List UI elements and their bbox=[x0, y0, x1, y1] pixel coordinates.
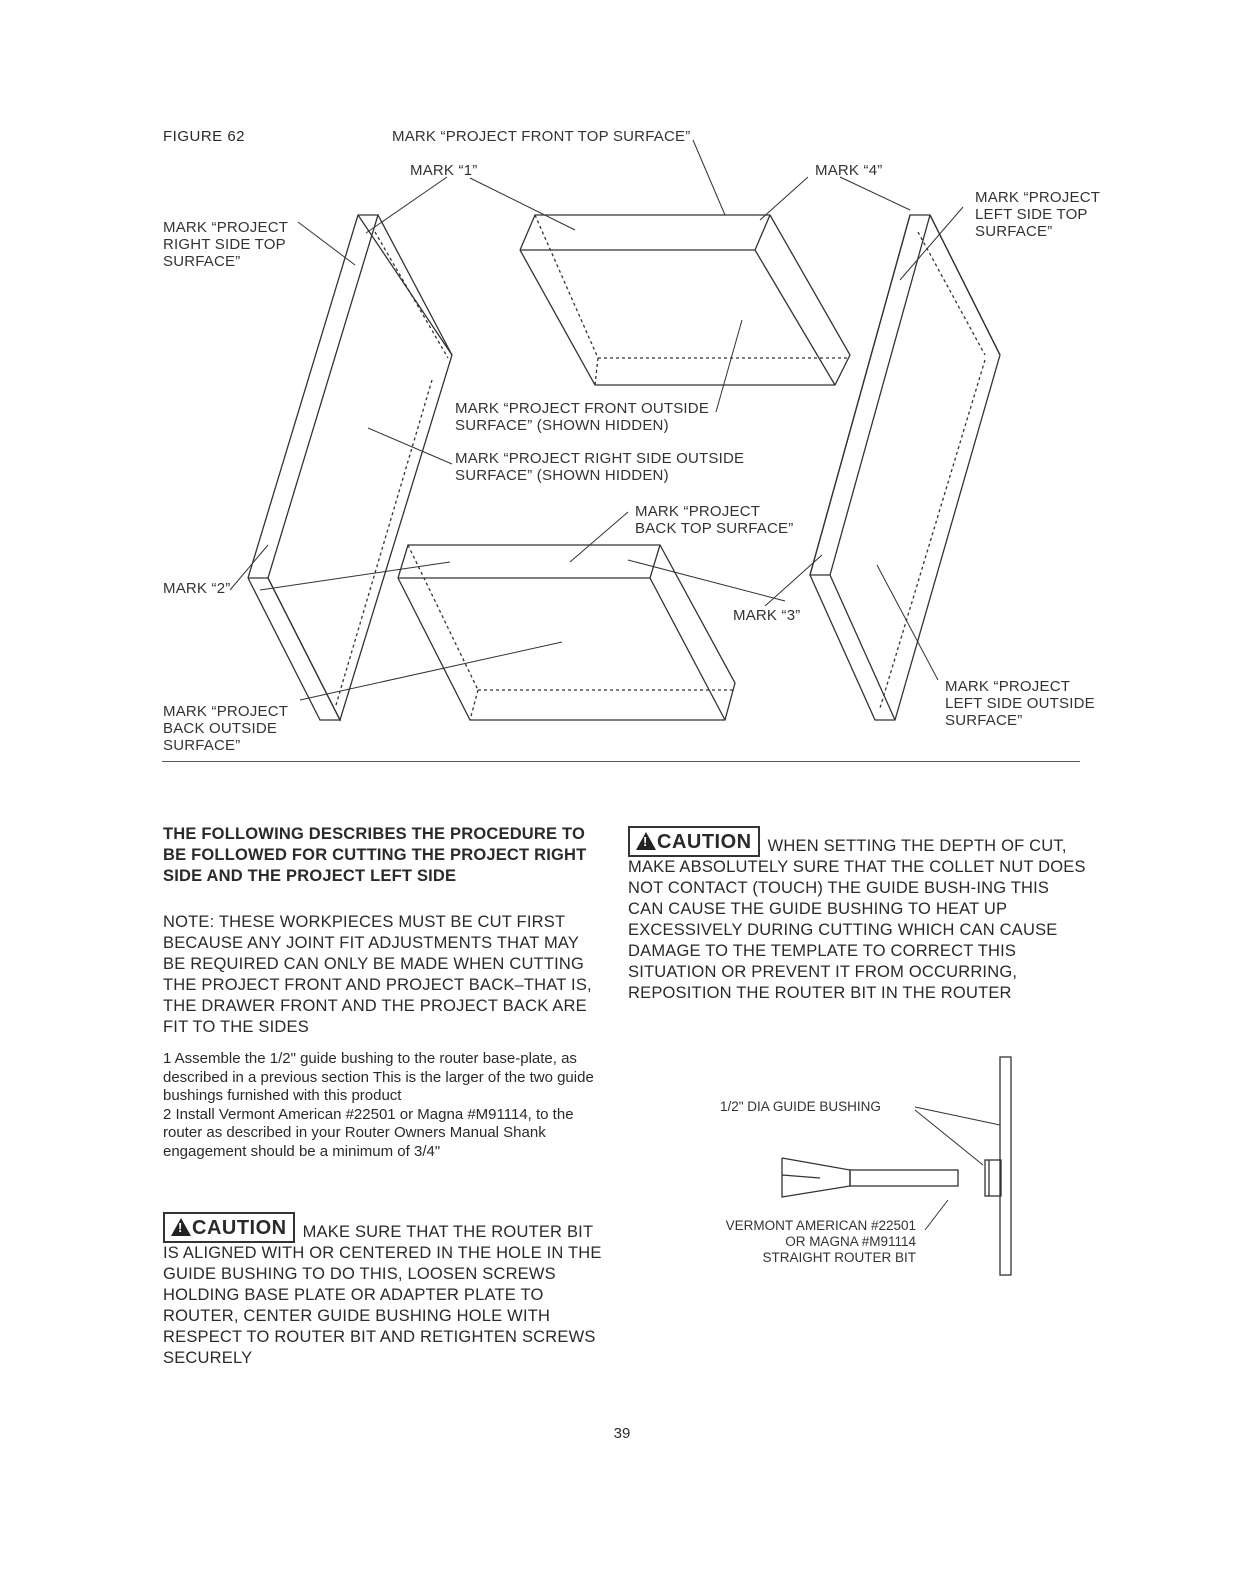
label-left-side-outside: MARK “PROJECT LEFT SIDE OUTSIDE SURFACE” bbox=[945, 678, 1095, 729]
label-left-side-top: MARK “PROJECT LEFT SIDE TOP SURFACE” bbox=[975, 189, 1101, 240]
label-back-top: MARK “PROJECT BACK TOP SURFACE” bbox=[635, 503, 794, 537]
label-front-top-surface: MARK “PROJECT FRONT TOP SURFACE” bbox=[392, 128, 691, 145]
guide-bushing bbox=[985, 1160, 1001, 1196]
label-front-outside: MARK “PROJECT FRONT OUTSIDE SURFACE” (SHOWN HIDDEN) bbox=[455, 400, 710, 434]
bushing-label: 1/2" DIA GUIDE BUSHING bbox=[720, 1099, 881, 1114]
bit-label: VERMONT AMERICAN #22501 OR MAGNA #M91114 STRAIGHT ROUTER BIT bbox=[725, 1218, 916, 1265]
label-mark-2: MARK “2” bbox=[163, 580, 231, 597]
caution-badge: !CAUTION bbox=[163, 1212, 295, 1243]
label-mark-3: MARK “3” bbox=[733, 607, 801, 624]
figure-title: FIGURE 62 bbox=[163, 128, 246, 145]
note-paragraph: NOTE: THESE WORKPIECES MUST BE CUT FIRST BECAUSE ANY JOINT FIT ADJUSTMENTS THAT MAY BE REQUIRED CAN ONLY BE MADE WHEN CUTTING THE PROJECT FRONT AND PROJECT BACK–THAT IS, THE DRAWER FRONT AND THE PROJECT BACK ARE FIT TO THE SIDES bbox=[163, 913, 592, 1036]
page-number: 39 bbox=[613, 1425, 631, 1442]
step-1: 1 Assemble the 1/2" guide bushing to the router base-plate, as described in a previous section This is the larger of the two guide bushings furnished with this product bbox=[163, 1050, 594, 1104]
label-mark-4: MARK “4” bbox=[815, 162, 883, 179]
procedure-heading: THE FOLLOWING DESCRIBES THE PROCEDURE TO BE FOLLOWED FOR CUTTING THE PROJECT RIGHT SIDE AND THE PROJECT LEFT SIDE bbox=[163, 825, 587, 885]
label-right-side-outside: MARK “PROJECT RIGHT SIDE OUTSIDE SURFACE” (SHOWN HIDDEN) bbox=[455, 450, 745, 484]
label-right-side-top: MARK “PROJECT RIGHT SIDE TOP SURFACE” bbox=[163, 219, 289, 270]
caution-text-right: WHEN SETTING THE DEPTH OF CUT, MAKE ABSOLUTELY SURE THAT THE COLLET NUT DOES NOT CONTACT (TOUCH) THE GUIDE BUSH-ING THIS CAN CAUSE THE GUIDE BUSHING TO HEAT UP EXCESSIVELY DURING CUTTING WHICH CAN CAUSE DAMAGE TO THE TEMPLATE TO CORRECT THIS SITUATION OR PREVENT IT FROM OCCURRING, REPOSITION THE ROUTER BIT IN THE ROUTER bbox=[628, 837, 1086, 1002]
step-2: 2 Install Vermont American #22501 or Magna #M91114, to the router as described in your Router Owners Manual Shank engagement should be a minimum of 3/4" bbox=[163, 1105, 574, 1160]
label-mark-1: MARK “1” bbox=[410, 162, 478, 179]
router-bit bbox=[782, 1158, 958, 1197]
caution-text-left: MAKE SURE THAT THE ROUTER BIT IS ALIGNED WITH OR CENTERED IN THE HOLE IN THE GUIDE BUSHING TO DO THIS, LOOSEN SCREWS HOLDING BASE PLATE OR ADAPTER PLATE TO ROUTER, CENTER GUIDE BUSHING HOLE WITH RESPECT TO ROUTER BIT AND RETIGHTEN SCREWS SECURELY bbox=[163, 1223, 602, 1367]
caution-badge: !CAUTION bbox=[628, 826, 760, 857]
label-back-outside: MARK “PROJECT BACK OUTSIDE SURFACE” bbox=[163, 703, 289, 754]
base-plate bbox=[1000, 1057, 1011, 1275]
